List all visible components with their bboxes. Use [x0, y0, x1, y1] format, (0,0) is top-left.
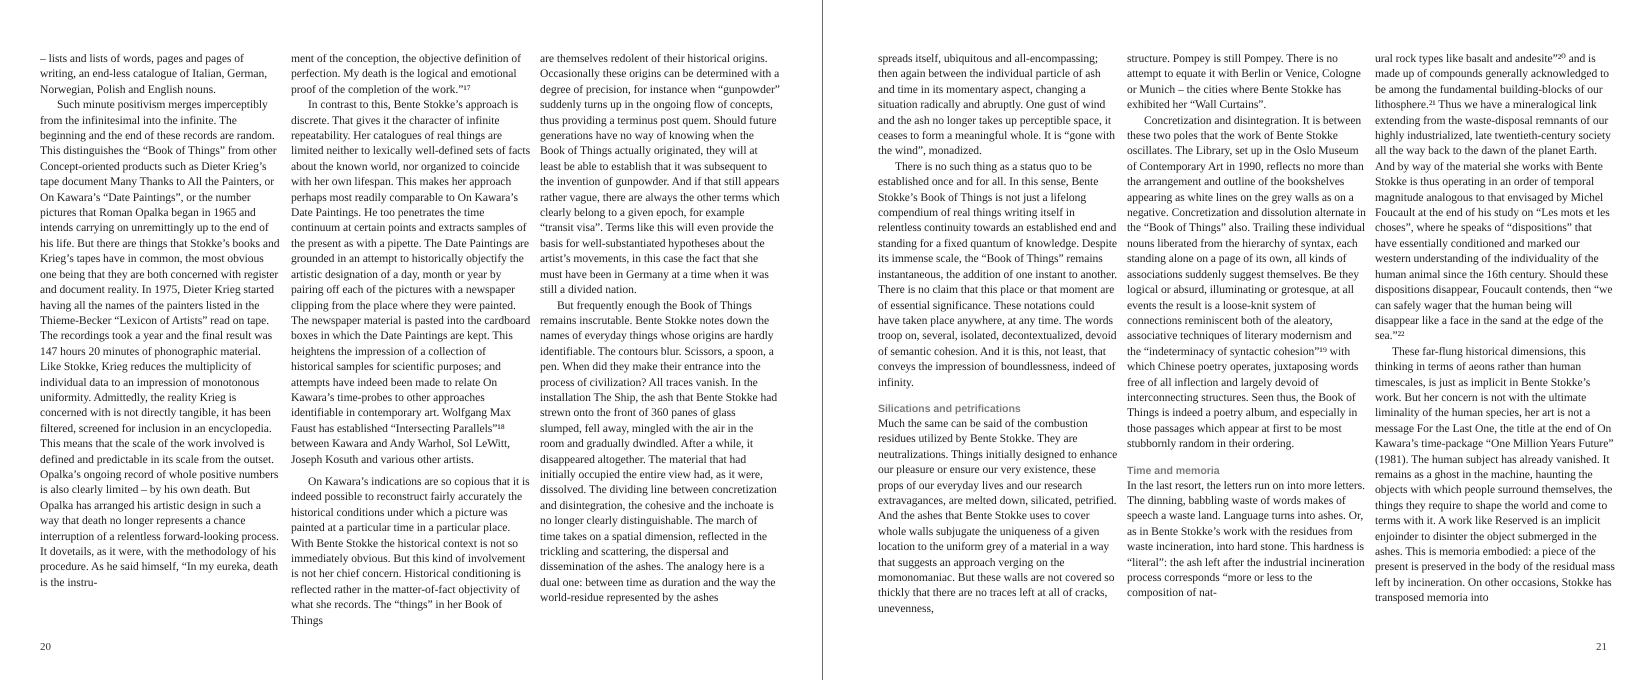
paragraph: In the last resort, the letters run on into more letters. The dinning, babbling waste of words makes of speech a waste land. Language turns into ashes. Or, as in Bente Stokke’s work with the residues from waste incineration, into hard stone. This hardness is “literal”: the ash left after the industrial incineration process corresponds “more or less to the composition of nat- — [1127, 478, 1365, 600]
paragraph: On Kawara’s indications are so copious that it is indeed possible to reconstruct fairly accurately the historical conditions under which a picture was painted at a particular time in a particular place. With Bente Stokke the historical context is not so immediately obvious. But this kind of involvement is not her chief concern. Historical conditioning is reflected rather in the matter-of-fact objectivity of what she records. The “things” in her Book of Things — [291, 474, 530, 627]
paragraph: There is no such thing as a status quo to be established once and for all. In this sense, Bente Stokke’s Book of Things is not just a lifelong compendium of real things writing itself in relentless continuity towards an established end and standing for a fixed quantum of knowledge. Despite its immense scale, the “Book of Things” remains instantaneous, the addition of one instant to another. There is no claim that this place or that moment are of essential significance. These notations could have taken place anywhere, at any time. The words troop on, several, isolated, decontextualized, devoid of semantic cohesion. And it is this, not least, that conveys the impression of boundlessness, indeed of infinity. — [878, 159, 1118, 389]
book-spine — [822, 0, 823, 680]
paragraph: ural rock types like basalt and andesite”²⁰ and is made up of compounds generally acknowledged to be among the fundamental building-blocks of our lithosphere.²¹ Thus we have a mineralogical link extending from the waste-disposal remnants of our highly industrialized, late twentieth-century society all the way back to the dawn of the planet Earth. And by way of the material she works with Bente Stokke is thus operating in an order of temporal magnitude analogous to that envisaged by Michel Foucault at the end of his study on “Les mots et les choses”, where he speaks of “dispositions” that have essentially conditioned and marked our western understanding of the individuality of the human animal since the 16th century. Should these dispositions disappear, Foucault contends, then “we can safely wager that the human being will disappear like a face in the sand at the edge of the sea.”²² — [1375, 52, 1613, 343]
right-page-column-1 — [878, 51, 1118, 616]
page-number-left: 20 — [40, 641, 51, 653]
page-number-right: 21 — [1596, 641, 1607, 653]
paragraph: Much the same can be said of the combustion residues utilized by Bente Stokke. They are neutralizations. Things initially designed to enhance our pleasure or ensure our very existence, these props of our everyday lives and our research extravagances, are melted down, silicated, petrified. And the ashes that Bente Stokke uses to cover whole walls subjugate the uniqueness of a given location to the uniform grey of a material in a way that suggests an approach verging on the momonomaniac. But these walls are not covered so thickly that there are no traces left at all of cracks, unevenness, — [878, 416, 1118, 615]
section-heading: Silications and petrifications — [878, 402, 1021, 415]
paragraph: Such minute positivism merges imperceptibly from the infinitesimal into the infinite. The beginning and the end of these records are random. This distinguishes the “Book of Things” from other Concept-oriented products such as Dieter Krieg’s tape document Many Thanks to All the Painters, or On Kawara’s “Date Paintings”, or the number pictures that Roman Opalka began in 1965 and intends carrying on unremittingly up to the end of his life. But there are things that Stokke’s books and Krieg’s tapes have in common, the most obvious one being that they are both concerned with register and document reality. In 1975, Dieter Krieg started having all the names of the painters listed in the Thieme-Becker “Lexicon of Artists” read on tape. The recordings took a year and the final result was 147 hours 20 minutes of phonographic material. Like Stokke, Krieg reduces the multiplicity of individual data to an impression of monotonous uniformity. Admittedly, the reality Krieg is concerned with is not directly tangible, it has been filtered, screened for inclusion in an encyclopedia. This means that the scale of the work involved is defined and predictable in its scale from the outset. Opalka’s ongoing record of whole positive numbers is also clearly limited – by his own death. But Opalka has arranged his artistic design in such a way that death no longer represents a chance interruption of a relentless forward-looking process. It dovetails, as it were, with the methodology of his procedure. As he said himself, “In my eureka, death is the instru- — [40, 98, 280, 589]
right-page-column-2 — [1127, 51, 1367, 601]
left-page-column-2 — [291, 51, 531, 628]
left-page-column-1 — [40, 51, 280, 590]
paragraph: ment of the conception, the objective definition of perfection. My death is the logical and emotional proof of the completion of the work.”¹⁷ — [291, 52, 521, 96]
paragraph: But frequently enough the Book of Things remains inscrutable. Bente Stokke notes down the names of everyday things whose origins are hardly identifiable. The contours blur. Scissors, a spoon, a pen. When did they make their entrance into the process of civilization? All traces vanish. In the installation The Ship, the ash that Bente Stokke had strewn onto the front of 360 panes of glass slumped, fell away, mingled with the air in the room and gradually dwindled. After a while, it disappeared altogether. The material that had initially occupied the entire view had, as it were, dissolved. The dividing line between concretization and disintegration, the cohesive and the inchoate is no longer clearly distinguishable. The march of time takes on a spatial dimension, reflected in the trickling and scattering, the dispersal and dissemination of the ashes. The analogy here is a dual one: between time as duration and the way the world-residue represented by the ashes — [540, 298, 778, 605]
paragraph: spreads itself, ubiquitous and all-encompassing; then again between the individual particle of ash and time in its momentary aspect, changing a situation radically and abruptly. One gust of wind and the ash no longer takes up perceptible space, it ceases to form a meaningful whole. It is “gone with the wind”, monadized. — [878, 52, 1115, 158]
section-heading: Time and memoria — [1127, 464, 1220, 477]
paragraph: – lists and lists of words, pages and pages of writing, an end-less catalogue of Italian, German, Norwegian, Polish and English nouns. — [40, 52, 268, 96]
paragraph: These far-flung historical dimensions, this thinking in terms of aeons rather than human timescales, is just as implicit in Bente Stokke’s work. But her concern is not with the ultimate liminality of the human species, her art is not a message For the Last One, the title at the end of On Kawara’s time-package “One Million Years Future” (1981). The human subject has already vanished. It remains as a ghost in the machine, haunting the objects with which people surround themselves, the things they require to shape the world and come to terms with it. A work like Reserved is an implicit enjoinder to disinter the object submerged in the ashes. This is memoria embodied: a piece of the present is preserved in the body of the residual mass left by incineration. On other occasions, Stokke has transposed memoria into — [1375, 344, 1615, 605]
paragraph: structure. Pompey is still Pompey. There is no attempt to equate it with Berlin or Venice, Cologne or Munich – the cities where Bente Stokke has exhibited her “Wall Curtains”. — [1127, 52, 1361, 112]
paragraph: In contrast to this, Bente Stokke’s approach is discrete. That gives it the character of infinite repeatability. Her catalogues of real things are limited neither to lexically well-defined sets of facts about the known world, nor organized to coincide with her own lifespan. This makes her approach perhaps most readily comparable to On Kawara’s Date Paintings. He too penetrates the time continuum at certain points and extracts samples of the present as with a pipette. The Date Paintings are grounded in an attempt to historically objectify the artistic designation of a day, month or year by pairing off each of the pictures with a newspaper clipping from the place where they were painted. The newspaper material is pasted into the cardboard boxes in which the Date Paintings are kept. This heightens the impression of a collection of historical samples for scientific purposes; and attempts have indeed been made to relate On Kawara’s time-probes to other approaches identifiable in contemporary art. Wolfgang Max Faust has established “Intersecting Parallels”¹⁸ between Kawara and Andy Warhol, Sol LeWitt, Joseph Kosuth and various other artists. — [291, 98, 531, 466]
paragraph: Concretization and disintegration. It is between these two poles that the work of Bente Stokke oscillates. The Library, set up in the Oslo Museum of Contemporary Art in 1990, reflects no more than the arrangement and outline of the bookshelves appearing as white lines on the grey walls as on a negative. Concretization and dissolution alternate in the “Book of Things” also. Trailing these individual nouns liberated from the hierarchy of syntax, each standing alone on a page of its own, all kinds of associations suddenly suggest themselves. Be they logical or absurd, illuminating or grotesque, at all events the result is a loose-knit system of connections reminiscent both of the aleatory, associative techniques of literary modernism and the “indeterminacy of syntactic cohesion”¹⁹ with which Chinese poetry operates, juxtaposing words free of all inflection and largely devoid of interconnecting structures. Seen thus, the Book of Things is indeed a poetry album, and especially in those passages which appear at first to be most stubbornly random in their ordering. — [1127, 113, 1366, 451]
right-page-column-3 — [1375, 51, 1615, 606]
left-page-column-3 — [540, 51, 780, 606]
paragraph: are themselves redolent of their historical origins. Occasionally these origins can be determined with a degree of precision, for instance when “gunpowder” suddenly turns up in the ongoing flow of concepts, thus providing a terminus post quem. Should future generations have no way of knowing when the Book of Things actually originated, they will at least be able to establish that it was subsequent to the invention of gunpowder. And if that still appears rather vague, there are always the other terms which clearly belong to a given epoch, for example “transit visa”. Terms like this will even provide the basis for well-substantiated hypotheses about the artist’s movements, in this case the fact that she must have been in Germany at a time when it was still a divided nation. — [540, 52, 780, 297]
